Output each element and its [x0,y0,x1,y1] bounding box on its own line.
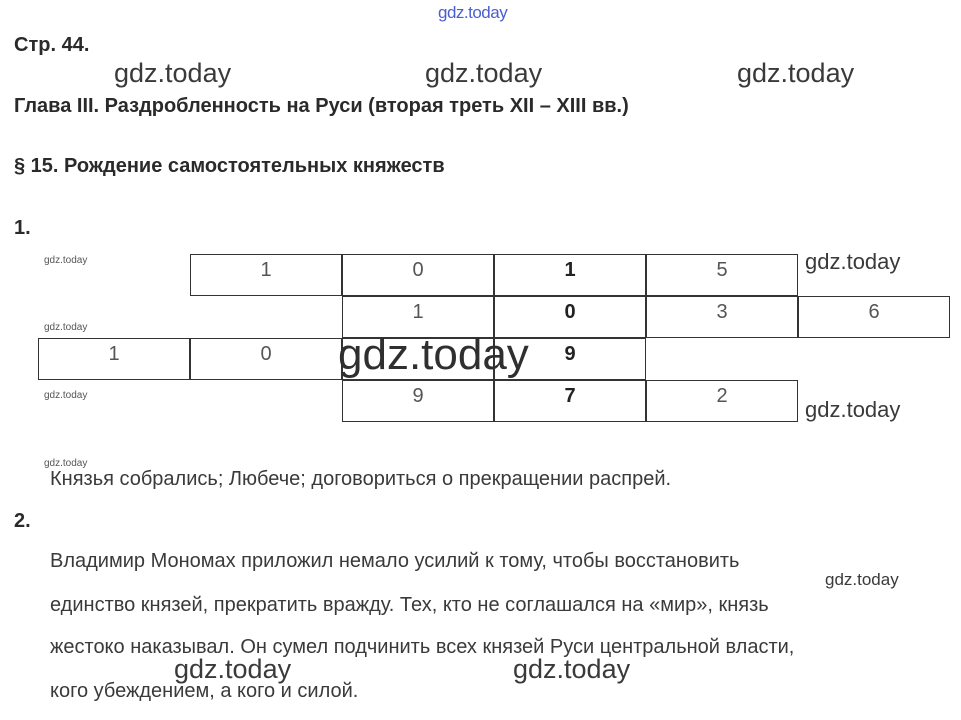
watermark: gdz.today [44,322,88,333]
crossword-cell: 1 [38,338,190,380]
crossword-cell: 6 [798,296,950,338]
crossword-cell-key: 9 [494,338,646,380]
section-title: § 15. Рождение самостоятельных княжеств [14,155,445,177]
crossword-cell: 3 [646,296,798,338]
crossword-cell: 9 [342,380,494,422]
watermark: gdz.today [825,570,899,589]
crossword-cell-key: 1 [494,254,646,296]
crossword-cell: 1 [342,296,494,338]
page-number: Стр. 44. [14,34,90,56]
task-number: 1. [14,217,31,239]
crossword-cell: 5 [646,254,798,296]
text-line: Владимир Мономах приложил немало усилий к тому, чтобы восстановить [50,550,740,572]
watermark: gdz.today [737,58,855,88]
crossword-cell-key: 7 [494,380,646,422]
crossword-cell: 0 [190,338,342,380]
crossword-cell: 0 [342,254,494,296]
chapter-title: Глава III. Раздробленность на Руси (вторая треть XII – XIII вв.) [14,95,629,117]
watermark: gdz.today [114,58,232,88]
task-answer: Князья собрались; Любече; договориться о прекращении распрей. [50,468,672,490]
text-line: кого убеждением, а кого и силой. [50,680,359,702]
watermark: gdz.today [425,58,543,88]
watermark: gdz.today [805,249,901,274]
watermark-top: gdz.today [438,3,508,22]
crossword-cell: 1 [190,254,342,296]
watermark: gdz.today [44,255,88,266]
task-number: 2. [14,510,31,532]
watermark: gdz.today [174,654,292,684]
watermark: gdz.today [513,654,631,684]
watermark: gdz.today [44,390,88,401]
watermark: gdz.today [44,458,88,469]
text-line: жестоко наказывал. Он сумел подчинить всех князей Руси центральной власти, [50,636,795,658]
text-line: единство князей, прекратить вражду. Тех, кто не соглашался на «мир», князь [50,594,769,616]
watermark: gdz.today [338,330,529,379]
watermark: gdz.today [805,397,901,422]
crossword-cell-key: 0 [494,296,646,338]
crossword-cell: 2 [646,380,798,422]
